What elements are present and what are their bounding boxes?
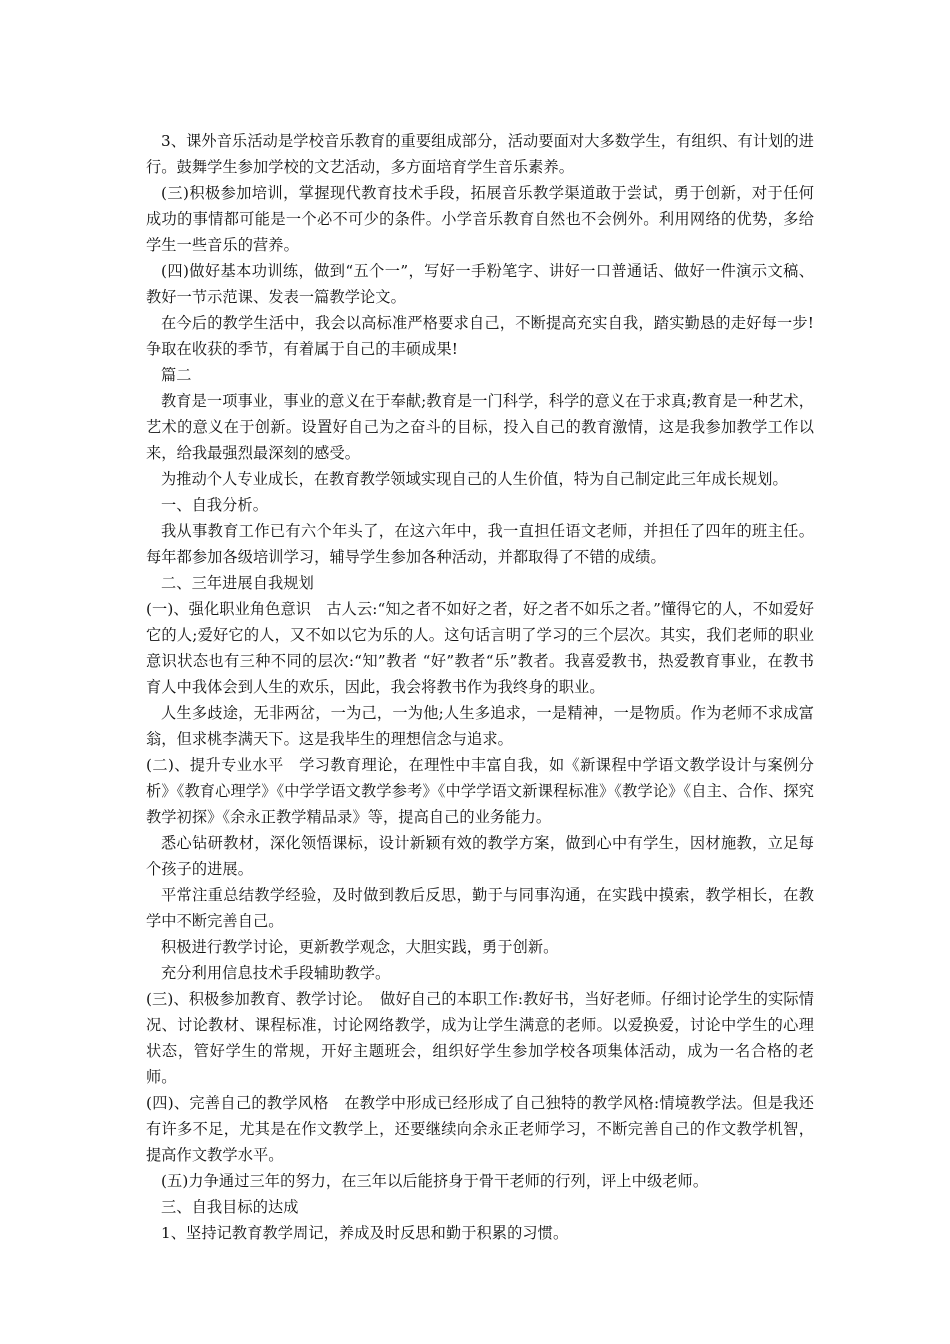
- section-heading: 一、自我分析。: [161, 496, 269, 514]
- paragraph: (二)、提升专业水平 学习教育理论，在理性中丰富自我，如《新课程中学语文教学设计与案例分析》《教育心理学》《中学学语文教学参考》《中学学语文新课程标准》《教学论》《自主、合作、探究教学初探》《余永正教学精品录》等，提高自己的业务能力。: [146, 756, 814, 826]
- paragraph: 人生多歧途，无非两岔，一为己，一为他;人生多追求，一是精神，一是物质。作为老师不求成富翁，但求桃李满天下。这是我毕生的理想信念与追求。: [146, 704, 814, 748]
- paragraph: 1、坚持记教育教学周记，养成及时反思和勤于积累的习惯。: [161, 1224, 569, 1242]
- paragraph: 充分利用信息技术手段辅助教学。: [161, 964, 391, 982]
- paragraph: (四)做好基本功训练，做到“五个一”，写好一手粉笔字、讲好一口普通话、做好一件演示文稿、教好一节示范课、发表一篇教学论文。: [146, 262, 814, 306]
- document-body: [146, 128, 814, 1246]
- paragraph: (三)、积极参加教育、教学讨论。 做好自己的本职工作:教好书，当好老师。仔细讨论学生的实际情况、讨论教材、课程标准，讨论网络教学，成为让学生满意的老师。以爱换爱，讨论中学生的心理状态，管好学生的常规，开好主题班会，组织好学生参加学校各项集体活动，成为一名合格的老师。: [146, 990, 814, 1086]
- paragraph: (一)、强化职业角色意识 古人云:“知之者不如好之者，好之者不如乐之者。”懂得它的人，不如爱好它的人;爱好它的人，又不如以它为乐的人。这句话言明了学习的三个层次。其实，我们老师的职业意识状态也有三种不同的层次:“知”教者 “好”教者“乐”教者。我喜爱教书，热爱教育事业，在教书育人中我体会到人生的欢乐，因此，我会将教书作为我终身的职业。: [146, 600, 814, 696]
- paragraph: 我从事教育工作已有六个年头了，在这六年中，我一直担任语文老师，并担任了四年的班主任。每年都参加各级培训学习，辅导学生参加各种活动，并都取得了不错的成绩。: [146, 522, 814, 566]
- section-heading: 三、自我目标的达成: [161, 1198, 299, 1216]
- paragraph: 平常注重总结教学经验，及时做到教后反思，勤于与同事沟通，在实践中摸索，教学相长，在教学中不断完善自己。: [146, 886, 814, 930]
- paragraph: 在今后的教学生活中，我会以高标准严格要求自己，不断提高充实自我，踏实勤恳的走好每一步!争取在收获的季节，有着属于自己的丰硕成果!: [146, 314, 814, 358]
- section-heading: 篇二: [161, 366, 192, 384]
- paragraph: (五)力争通过三年的努力，在三年以后能挤身于骨干老师的行列，评上中级老师。: [161, 1172, 709, 1190]
- paragraph: (三)积极参加培训，掌握现代教育技术手段，拓展音乐教学渠道敢于尝试，勇于创新，对于任何成功的事情都可能是一个必不可少的条件。小学音乐教育自然也不会例外。利用网络的优势，多给学生一些音乐的营养。: [146, 184, 814, 254]
- paragraph: (四)、完善自己的教学风格 在教学中形成已经形成了自己独特的教学风格:情境教学法。但是我还有许多不足，尤其是在作文教学上，还要继续向余永正老师学习，不断完善自己的作文教学机智，提高作文教学水平。: [146, 1094, 814, 1164]
- paragraph: 为推动个人专业成长，在教育教学领域实现自己的人生价值，特为自己制定此三年成长规划。: [161, 470, 788, 488]
- paragraph: 积极进行教学讨论，更新教学观念，大胆实践，勇于创新。: [161, 938, 559, 956]
- paragraph: 悉心钻研教材，深化领悟课标，设计新颖有效的教学方案，做到心中有学生，因材施教，立足每个孩子的进展。: [146, 834, 814, 878]
- section-heading: 二、三年进展自我规划: [161, 574, 314, 592]
- paragraph: 教育是一项事业，事业的意义在于奉献;教育是一门科学，科学的意义在于求真;教育是一种艺术，艺术的意义在于创新。设置好自己为之奋斗的目标，投入自己的教育激情，这是我参加教学工作以来，给我最强烈最深刻的感受。: [146, 392, 814, 462]
- paragraph: 3、课外音乐活动是学校音乐教育的重要组成部分，活动要面对大多数学生，有组织、有计划的进行。鼓舞学生参加学校的文艺活动，多方面培育学生音乐素养。: [146, 132, 814, 176]
